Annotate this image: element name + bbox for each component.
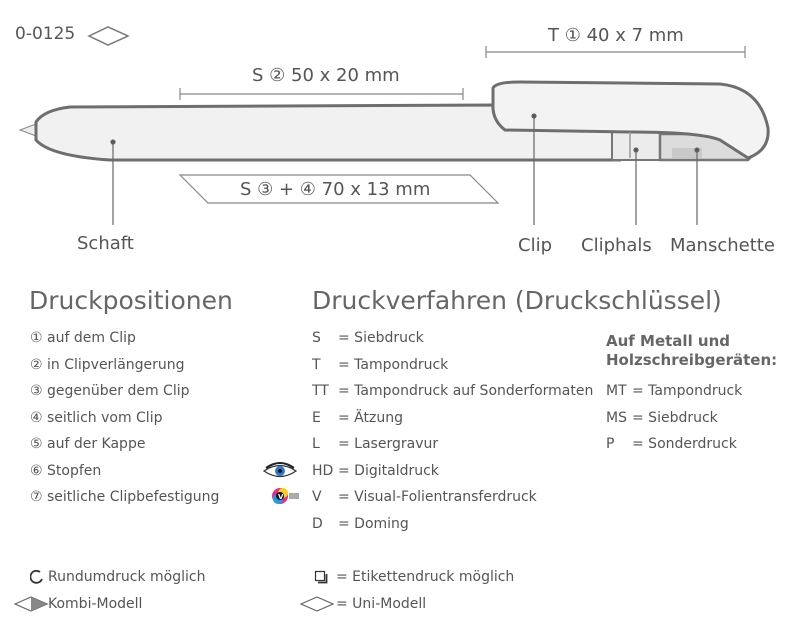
position-item: ② in Clipverlängerung <box>30 357 185 373</box>
process-item: T = Tampondruck <box>312 357 449 373</box>
positions-title: Druckpositionen <box>29 286 233 315</box>
position-item: ③ gegenüber dem Clip <box>30 383 190 399</box>
shaft-bottom-dimension-label: S ③ + ④ 70 x 13 mm <box>240 179 431 200</box>
clip-dimension-line <box>486 46 745 58</box>
position-item: ⑦ seitliche Clipbefestigung <box>30 489 220 505</box>
pen-tip <box>20 124 36 136</box>
clip-label: Clip <box>518 235 552 256</box>
process-item: L = Lasergravur <box>312 436 439 452</box>
article-number: 0-0125 <box>15 24 76 44</box>
process-item: V = Visual-Folientransferdruck <box>312 489 537 505</box>
rundum-label: Rundumdruck möglich <box>48 569 206 585</box>
cliphals-label: Cliphals <box>581 235 652 256</box>
position-item: ① auf dem Clip <box>30 330 136 346</box>
metal-item: MT = Tampondruck <box>606 383 743 399</box>
eye-icon <box>262 462 298 480</box>
position-item: ⑤ auf der Kappe <box>30 436 146 452</box>
position-item: ④ seitlich vom Clip <box>30 410 163 426</box>
svg-text:V: V <box>278 493 284 501</box>
process-item: S = Siebdruck <box>312 330 424 346</box>
metal-title-line2: Holzschreibgeräten: <box>606 351 778 369</box>
uni-model-icon <box>300 596 334 612</box>
etikett-icon <box>314 570 328 584</box>
kombi-label: Kombi-Modell <box>48 596 143 612</box>
rundum-icon <box>30 570 44 584</box>
shaft-dimension-line <box>180 88 463 100</box>
visual-color-icon <box>270 485 300 507</box>
uni-model-diamond-icon <box>89 27 128 45</box>
clip-dimension-label: T ① 40 x 7 mm <box>548 25 684 46</box>
position-item: ⑥ Stopfen <box>30 463 102 479</box>
uni-label: = Uni-Modell <box>336 596 427 612</box>
kombi-model-icon <box>14 596 48 612</box>
metal-item: MS = Siebdruck <box>606 410 718 426</box>
etikett-label: = Etikettendruck möglich <box>336 569 515 585</box>
processes-title: Druckverfahren (Druckschlüssel) <box>312 286 722 315</box>
shaft-top-dimension-label: S ② 50 x 20 mm <box>252 65 400 86</box>
process-item: D = Doming <box>312 516 409 532</box>
metal-title-line1: Auf Metall und <box>606 332 731 350</box>
process-item: HD = Digitaldruck <box>312 463 439 479</box>
schaft-label: Schaft <box>77 233 134 254</box>
process-item: E = Ätzung <box>312 410 403 426</box>
metal-item: P = Sonderdruck <box>606 436 737 452</box>
manschette-label: Manschette <box>670 235 775 256</box>
process-item: TT = Tampondruck auf Sonderformaten <box>312 383 594 399</box>
